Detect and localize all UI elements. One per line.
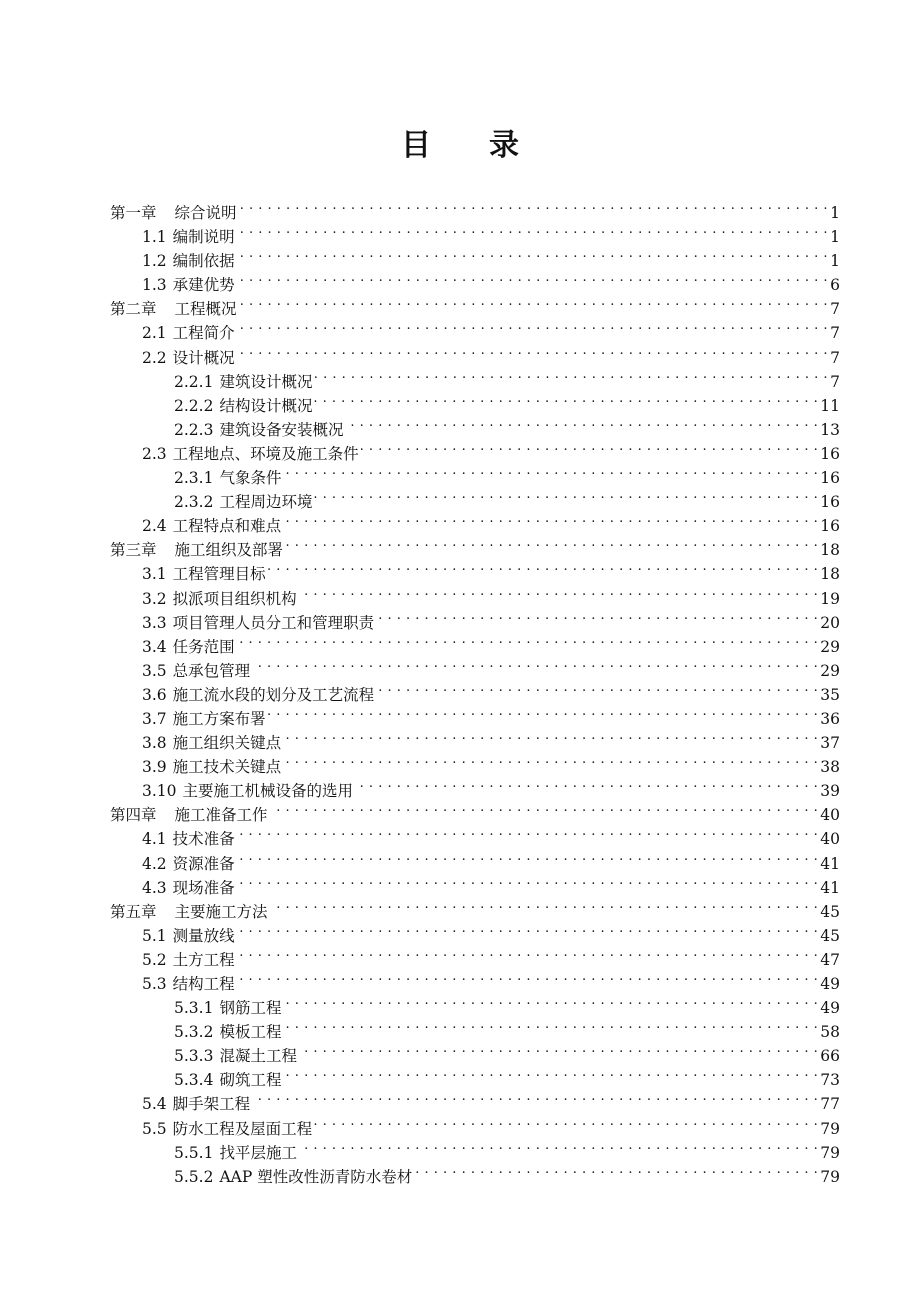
toc-entry-title: 编制说明 [172, 228, 235, 247]
toc-page-number: 1 [830, 252, 840, 271]
toc-page-number: 79 [820, 1119, 840, 1138]
toc-page-number: 45 [820, 902, 840, 921]
dot-leader [283, 989, 818, 1013]
toc-entry-number: 3.5 [142, 661, 167, 680]
toc-page-number: 18 [820, 565, 840, 584]
dot-leader [237, 845, 819, 869]
toc-page-number: 49 [820, 999, 840, 1018]
dot-leader [237, 965, 819, 989]
toc-entry-number: 第二章 [110, 300, 157, 319]
toc-page-number: 13 [820, 420, 840, 439]
toc-entry-number: 5.5 [142, 1119, 167, 1138]
toc-entry-title: 综合说明 [174, 204, 237, 222]
toc-page-number: 79 [820, 1167, 840, 1186]
toc-entry-number: 5.1 [142, 926, 167, 945]
toc-entry-number: 2.3.2 [174, 493, 214, 512]
dot-leader [376, 676, 818, 700]
toc-page-number: 41 [820, 878, 840, 897]
toc-entry-number: 2.2.2 [174, 396, 214, 415]
dot-leader [283, 1061, 818, 1085]
dot-leader [283, 459, 818, 483]
toc-entry-number: 3.6 [142, 685, 167, 704]
dot-leader [314, 1110, 818, 1134]
toc-entry-number: 3.7 [142, 709, 167, 728]
toc-page-number: 35 [820, 685, 840, 704]
dot-leader [239, 290, 828, 314]
toc-entry-title: 气象条件 [219, 469, 282, 488]
toc-entry-title: 结构工程 [172, 975, 235, 993]
toc-entry-title: 混凝土工程 [219, 1047, 297, 1066]
toc-entry-number: 3.9 [142, 758, 167, 777]
dot-leader [237, 820, 819, 844]
toc-entry-title: 施工组织及部署 [174, 541, 284, 560]
toc-entry-number: 5.5.2 [174, 1167, 214, 1186]
page-title-char-1: 目 [401, 128, 431, 163]
dot-leader [252, 1085, 818, 1109]
toc-page-number: 73 [820, 1071, 840, 1090]
dot-leader [270, 893, 819, 917]
toc-page-number: 11 [820, 396, 840, 415]
toc-entry-title: 施工流水段的划分及工艺流程 [172, 685, 375, 704]
dot-leader [314, 483, 818, 507]
toc-page-number: 41 [820, 854, 840, 873]
toc-page-number: 40 [820, 830, 840, 849]
toc-entry-number: 3.10 [142, 782, 177, 801]
dot-leader [376, 604, 818, 628]
toc-entry-title: 土方工程 [172, 950, 235, 969]
dot-leader [237, 218, 828, 242]
toc-entry-title: 工程简介 [172, 324, 235, 343]
dot-leader [345, 411, 818, 435]
toc-entry-title: 设计概况 [172, 348, 235, 367]
toc-page-number: 1 [830, 204, 840, 222]
toc-entry-number: 5.4 [142, 1095, 167, 1114]
toc-chapter-entry[interactable] [110, 194, 840, 222]
toc-entry-title: 结构设计概况 [219, 396, 313, 415]
toc-entry-title: 脚手架工程 [172, 1095, 251, 1114]
toc-page-number: 49 [820, 975, 840, 993]
toc-entry-title: 施工方案布署 [172, 709, 266, 728]
toc-entry-number: 1.3 [142, 276, 167, 295]
toc-entry-title: 任务范围 [172, 637, 235, 656]
toc-page-number: 16 [820, 444, 840, 463]
toc-entry-number: 5.5.1 [174, 1143, 214, 1162]
dot-leader [314, 387, 818, 411]
toc-entry-title: 施工组织关键点 [172, 734, 282, 753]
dot-leader [299, 1134, 818, 1158]
toc-entry-number: 3.8 [142, 734, 167, 753]
dot-leader [237, 266, 828, 290]
toc-entry-number: 5.2 [142, 950, 167, 969]
toc-entry-title: 测量放线 [172, 926, 235, 945]
toc-page-number: 29 [820, 637, 840, 656]
dot-leader [237, 869, 819, 893]
dot-leader [237, 917, 819, 941]
toc-entry-number: 第三章 [110, 541, 157, 560]
toc-entry-title: 资源准备 [172, 854, 235, 873]
toc-page-number: 36 [820, 709, 840, 728]
toc-entry-title: 主要施工机械设备的选用 [182, 782, 354, 801]
toc-entry-number: 3.2 [142, 589, 167, 608]
dot-leader [299, 1037, 818, 1061]
toc-page-number: 20 [820, 613, 840, 632]
dot-leader [283, 748, 818, 772]
dot-leader [237, 628, 819, 652]
toc-page-number: 29 [820, 661, 840, 680]
toc-entry-number: 第一章 [110, 204, 157, 222]
page-title-char-2: 录 [489, 128, 519, 163]
dot-leader [270, 796, 819, 820]
toc-entry-title: 施工技术关键点 [172, 758, 282, 777]
toc-entry-number: 5.3.1 [174, 999, 214, 1018]
toc-entry-number: 第四章 [110, 806, 157, 825]
dot-leader [239, 194, 828, 218]
dot-leader [414, 1158, 818, 1182]
toc-entry-title: 建筑设备安装概况 [219, 420, 344, 439]
dot-leader [237, 941, 819, 965]
toc-entry-number: 2.4 [142, 517, 167, 536]
dot-leader [361, 435, 819, 459]
toc-entry-number: 2.1 [142, 324, 167, 343]
toc-entry-title: 建筑设计概况 [219, 372, 313, 391]
toc-entry-number: 1.2 [142, 252, 167, 271]
toc-page-number: 16 [820, 469, 840, 488]
dot-leader [355, 772, 818, 796]
toc-entry-number: 2.2 [142, 348, 167, 367]
toc-entry-number: 2.2.1 [174, 372, 214, 391]
toc-page-number: 7 [830, 372, 840, 391]
dot-leader [252, 652, 818, 676]
toc-page-number: 18 [820, 541, 840, 560]
page-title [0, 124, 920, 168]
toc-entry-number: 2.3 [142, 444, 167, 463]
toc-page-number: 66 [820, 1047, 840, 1066]
toc-entry-number: 2.3.1 [174, 469, 214, 488]
table-of-contents [110, 194, 840, 1186]
toc-entry-number: 5.3 [142, 975, 167, 993]
toc-entry-number: 5.3.3 [174, 1047, 214, 1066]
toc-entry-title: 找平层施工 [219, 1143, 297, 1162]
toc-page-number: 45 [820, 926, 840, 945]
toc-entry-title: 工程管理目标 [172, 565, 266, 584]
dot-leader [268, 700, 819, 724]
toc-entry-title: 工程概况 [174, 300, 237, 319]
toc-entry-number: 1.1 [142, 228, 167, 247]
dot-leader [237, 339, 828, 363]
toc-entry-title: 施工准备工作 [174, 806, 268, 825]
toc-page-number: 1 [830, 228, 840, 247]
toc-entry-title: 钢筋工程 [219, 999, 282, 1018]
toc-page-number: 47 [820, 950, 840, 969]
dot-leader [299, 580, 819, 604]
toc-entry-number: 2.2.3 [174, 420, 214, 439]
toc-entry-number: 4.2 [142, 854, 167, 873]
toc-entry-title: 工程周边环境 [219, 493, 313, 512]
toc-entry-title: 承建优势 [172, 276, 235, 295]
toc-page-number: 19 [820, 589, 840, 608]
toc-page-number: 37 [820, 734, 840, 753]
toc-entry-number: 4.3 [142, 878, 167, 897]
toc-page-number: 39 [820, 782, 840, 801]
toc-page-number: 16 [820, 493, 840, 512]
toc-page-number: 40 [820, 806, 840, 825]
toc-entry-title: 编制依据 [172, 252, 235, 271]
toc-entry-title: 工程特点和难点 [172, 517, 282, 536]
toc-entry-title: 防水工程及屋面工程 [172, 1119, 313, 1138]
toc-page-number: 77 [820, 1095, 840, 1114]
toc-page-number: 7 [830, 324, 840, 343]
toc-entry-title: 总承包管理 [172, 661, 251, 680]
dot-leader [237, 242, 828, 266]
toc-entry-number: 4.1 [142, 830, 167, 849]
dot-leader [314, 363, 828, 387]
toc-page-number: 79 [820, 1143, 840, 1162]
toc-entry-number: 3.1 [142, 565, 167, 584]
toc-page-number: 7 [830, 348, 840, 367]
toc-entry-title: 砌筑工程 [219, 1071, 282, 1090]
dot-leader [283, 1013, 818, 1037]
dot-leader [268, 555, 819, 579]
toc-entry-title: 模板工程 [219, 1023, 282, 1042]
dot-leader [285, 531, 818, 555]
toc-entry-title: 主要施工方法 [174, 902, 268, 921]
toc-page-number: 58 [820, 1023, 840, 1042]
toc-entry-title: 现场准备 [172, 878, 235, 897]
toc-entry-number: 3.4 [142, 637, 167, 656]
toc-page-number: 38 [820, 758, 840, 777]
toc-entry-title: 拟派项目组织机构 [172, 589, 297, 608]
toc-entry-number: 第五章 [110, 902, 157, 921]
toc-entry-title: 技术准备 [172, 830, 235, 849]
toc-entry-title: AAP 塑性改性沥青防水卷材 [219, 1167, 413, 1186]
toc-entry-number: 5.3.4 [174, 1071, 214, 1090]
toc-entry-title: 工程地点、环境及施工条件 [172, 444, 359, 463]
toc-entry-title: 项目管理人员分工和管理职责 [172, 613, 375, 632]
dot-leader [283, 724, 818, 748]
dot-leader [237, 314, 828, 338]
toc-page-number: 6 [830, 276, 840, 295]
toc-entry-number: 5.3.2 [174, 1023, 214, 1042]
toc-entry-number: 3.3 [142, 613, 167, 632]
dot-leader [283, 507, 818, 531]
toc-page-number: 16 [820, 517, 840, 536]
toc-page-number: 7 [830, 300, 840, 319]
